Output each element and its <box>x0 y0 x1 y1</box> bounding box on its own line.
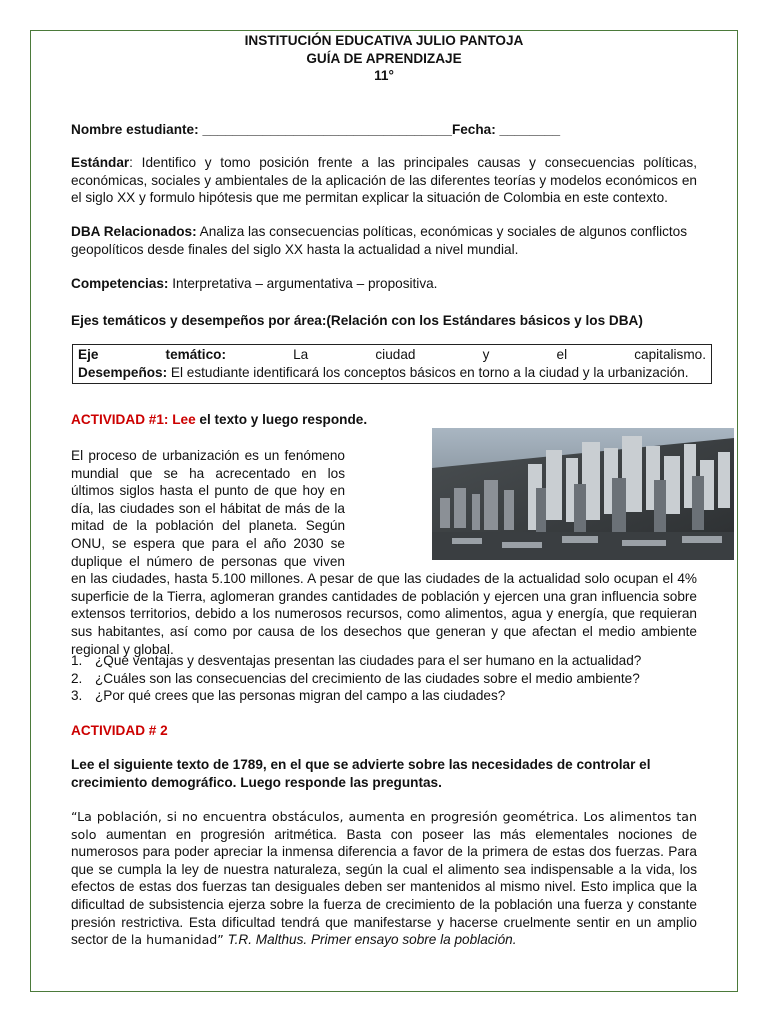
question-list <box>71 652 697 705</box>
quote-body: aumentan en progresión aritmética. Basta con poseer las más elementales nociones de numerosos para poder apreciar la inmensa diferencia a favor de la primera de estas dos fuerzas. Para que se cumpla la ley de nuestra naturaleza, según la cual el alimento sea indispensable a la vida, los efectos de estas dos fuerzas tan desiguales deben ser mantenidos al mismo nivel. Esto implica que la dificultad de subsistencia ejerza sobre la fuerza de crecimiento de la población una fuerza y constante presión restrictiva. Esta dificultad tendrá que manifestarse y hacerse cruelmente sentir en un amplio sector de <box>71 826 697 948</box>
quote-end: la humanidad” <box>126 932 224 948</box>
quote-citation: T.R. Malthus. Primer ensayo sobre la población. <box>223 932 517 948</box>
activity1-questions <box>71 652 697 705</box>
student-name-label: Nombre estudiante: <box>71 122 203 137</box>
activity1-title-rest: el texto y luego responde. <box>195 412 368 427</box>
desempenos-label: Desempeños: <box>78 364 168 380</box>
question-text: ¿Qué ventajas y desventajas presentan las ciudades para el ser humano en la actualidad? <box>95 653 642 668</box>
institution-name: INSTITUCIÓN EDUCATIVA JULIO PANTOJA <box>244 33 524 48</box>
competencias-text: Interpretativa – argumentativa – propositiva. <box>168 276 438 291</box>
activity1-text: El proceso de urbanización es un fenómeno mundial que se ha acrecentado en los últimos siglos hasta el punto de que hoy en día, las ciudades son el hábitat de más de la mitad de la población del planeta. Según ONU, se espera que para el año 2030 se duplique el número de personas que viven en las ciudades, hasta 5.100 millones. A pesar de que las ciudades de la actualidad solo ocupan el 4% superficie de la Tierra, aglomeran grandes cantidades de población y ejercen una gran influencia sobre extensos territorios, debido a los numerosos recursos, como alimentos, agua y energía, que requieran sus habitantes, así como por causa de los desechos que generan y que afectan el medio ambiente regional y global. <box>71 448 697 657</box>
activity2-title: ACTIVIDAD # 2 <box>71 723 168 738</box>
photo-spacer <box>345 447 697 570</box>
eje-label: Eje temático: <box>78 347 226 362</box>
student-name-blank: _________________________________ <box>202 122 452 137</box>
standard-label: Estándar <box>71 155 130 170</box>
guide-title: GUÍA DE APRENDIZAJE <box>306 50 462 66</box>
document-header <box>71 32 697 85</box>
activity1-paragraph <box>71 447 697 658</box>
question-item <box>71 670 697 688</box>
activity1-title <box>71 411 697 429</box>
desempenos-text: El estudiante identificará los conceptos básicos en torno a la ciudad y la urbanización. <box>167 364 689 380</box>
dba-paragraph <box>71 223 697 258</box>
question-text: ¿Cuáles son las consecuencias del crecimiento de las ciudades sobre el medio ambiente? <box>95 670 640 686</box>
dba-label: DBA Relacionados: <box>71 224 197 239</box>
date-label: Fecha: <box>451 122 500 137</box>
question-number: 2. <box>71 670 83 686</box>
eje-box <box>72 344 712 384</box>
competencias-paragraph <box>71 275 697 293</box>
activity1-title-red: ACTIVIDAD #1: Lee <box>71 412 196 427</box>
question-item <box>71 687 697 705</box>
standard-text: : Identifico y tomo posición frente a las principales causas y consecuencias políticas, económicas, sociales y ambientales de la aplicación de las diferentes teorías y modelos económicos en el siglo XX y formulo hipótesis que me permitan explicar la situación de Colombia en este contexto. <box>71 155 697 206</box>
dba-text: Analiza las consecuencias políticas, económicas y sociales de algunos conflictos geopolíticos desde finales del siglo XX hasta la actualidad a nivel mundial. <box>71 224 688 257</box>
question-text: ¿Por qué crees que las personas migran del campo a las ciudades? <box>95 688 506 704</box>
student-line <box>71 121 697 139</box>
eje-line <box>78 346 706 364</box>
activity2-intro: Lee el siguiente texto de 1789, en el que se advierte sobre las necesidades de controlar el crecimiento demográfico. Luego responde las preguntas. <box>71 757 651 790</box>
grade-label: 11° <box>374 68 394 84</box>
question-number: 3. <box>71 688 83 704</box>
eje-text: La ciudad y el capitalismo. <box>225 347 707 362</box>
question-number: 1. <box>71 653 83 668</box>
date-blank: ________ <box>499 122 561 137</box>
ejes-heading: Ejes temáticos y desempeños por área:(Relación con los Estándares básicos y los DBA) <box>71 313 643 328</box>
competencias-label: Competencias: <box>71 276 169 291</box>
malthus-quote <box>71 808 697 949</box>
quote-start: “La población, si no encuentra obstáculos, aumenta en progresión geométrica. Los alimentos tan solo <box>71 809 697 842</box>
desempenos-line <box>78 364 706 382</box>
standard-paragraph <box>71 154 697 207</box>
question-item <box>71 652 697 670</box>
